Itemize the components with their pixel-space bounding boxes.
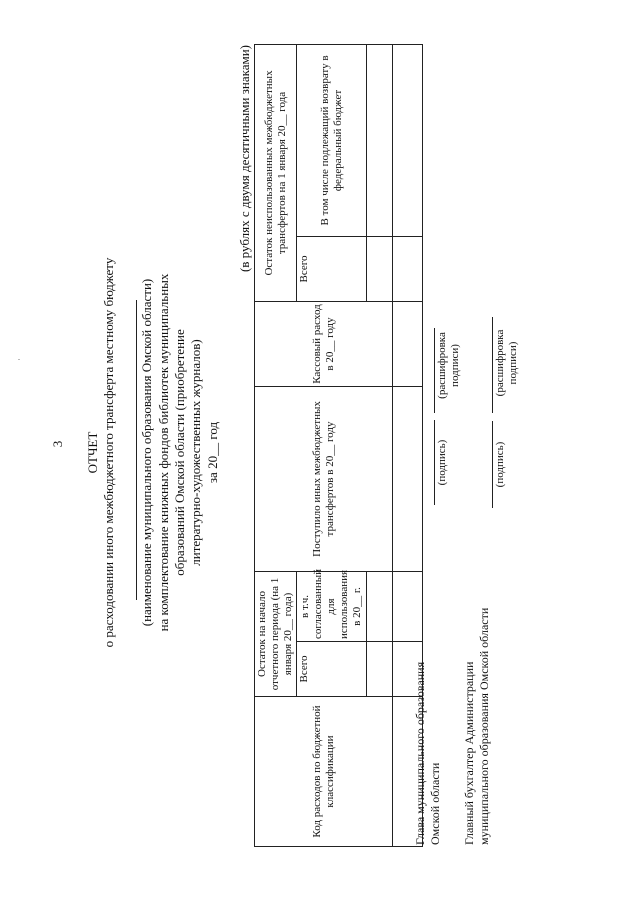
cell-unused-total-value[interactable] (393, 236, 423, 301)
head-decipher-line[interactable] (434, 328, 435, 413)
cell-unused-total[interactable] (367, 236, 393, 301)
cell-opening-approved-value[interactable] (393, 571, 423, 641)
head-decipher-caption: (расшифровка подписи) (436, 332, 461, 399)
subheader-unused-refund: В том числе подлежащий возврату в федеральный бюджет (297, 44, 367, 236)
report-subtitle: о расходовании иного межбюджетного трансферта местному бюджету (101, 257, 116, 648)
head-title-line-2: Омской области (428, 762, 442, 845)
accountant-title-line-1: Главный бухгалтер Администрации (462, 661, 476, 845)
header-opening-balance: Остаток на начало отчетного периода (на 1 января 20__ года) (255, 571, 297, 696)
report-title: ОТЧЕТ (85, 431, 100, 474)
header-budget-code: Код расходов по бюджетной классификации (255, 697, 393, 847)
head-title-line-1: Глава муниципального образования (413, 661, 427, 845)
cell-opening-approved[interactable] (367, 571, 393, 641)
report-period: за 20__ год (205, 421, 220, 484)
accountant-decipher-line[interactable] (492, 317, 493, 413)
subheader-opening-total: Всего (297, 642, 367, 697)
purpose-line-3: литературно-художественных журналов) (188, 339, 203, 566)
header-cash-expense: Кассовый расход в 20__ году (255, 301, 393, 386)
subheader-unused-total: Всего (297, 236, 367, 301)
header-unused-balance: Остаток неиспользованных межбюджетных трансфертов на 1 января 20__ года (255, 44, 297, 301)
purpose-line-2: образований Омской области (приобретение (172, 329, 187, 576)
accountant-signature-line[interactable] (492, 421, 493, 508)
accountant-title-line-2: муниципального образования Омской области (477, 607, 491, 845)
cell-unused-refund-value[interactable] (393, 44, 423, 236)
accountant-decipher-caption: (расшифровка подписи) (494, 329, 519, 397)
municipality-caption: (наименование муниципального образования Омской области) (139, 278, 154, 627)
cell-unused-refund[interactable] (367, 44, 393, 236)
head-signature-line[interactable] (434, 420, 435, 505)
purpose-line-1: на комплектование книжных фондов библиотек муниципальных (156, 273, 171, 632)
subheader-opening-approved: в т.ч. согласованный для использования в 20__ г. (297, 571, 367, 641)
header-received-transfers: Поступило иных межбюджетных трансфертов в 20__ году (255, 386, 393, 571)
page-number: 3 (50, 440, 65, 448)
cell-cash-expense-value[interactable] (393, 301, 423, 386)
accountant-signature-caption: (подпись) (494, 441, 506, 488)
cell-opening-total[interactable] (367, 642, 393, 697)
cell-received-value[interactable] (393, 386, 423, 571)
municipality-underline (136, 300, 137, 600)
head-signature-caption: (подпись) (436, 439, 448, 486)
scan-artifact (18, 359, 20, 360)
report-table (254, 44, 423, 847)
units-note: (в рублях с двумя десятичными знаками) (237, 45, 252, 273)
